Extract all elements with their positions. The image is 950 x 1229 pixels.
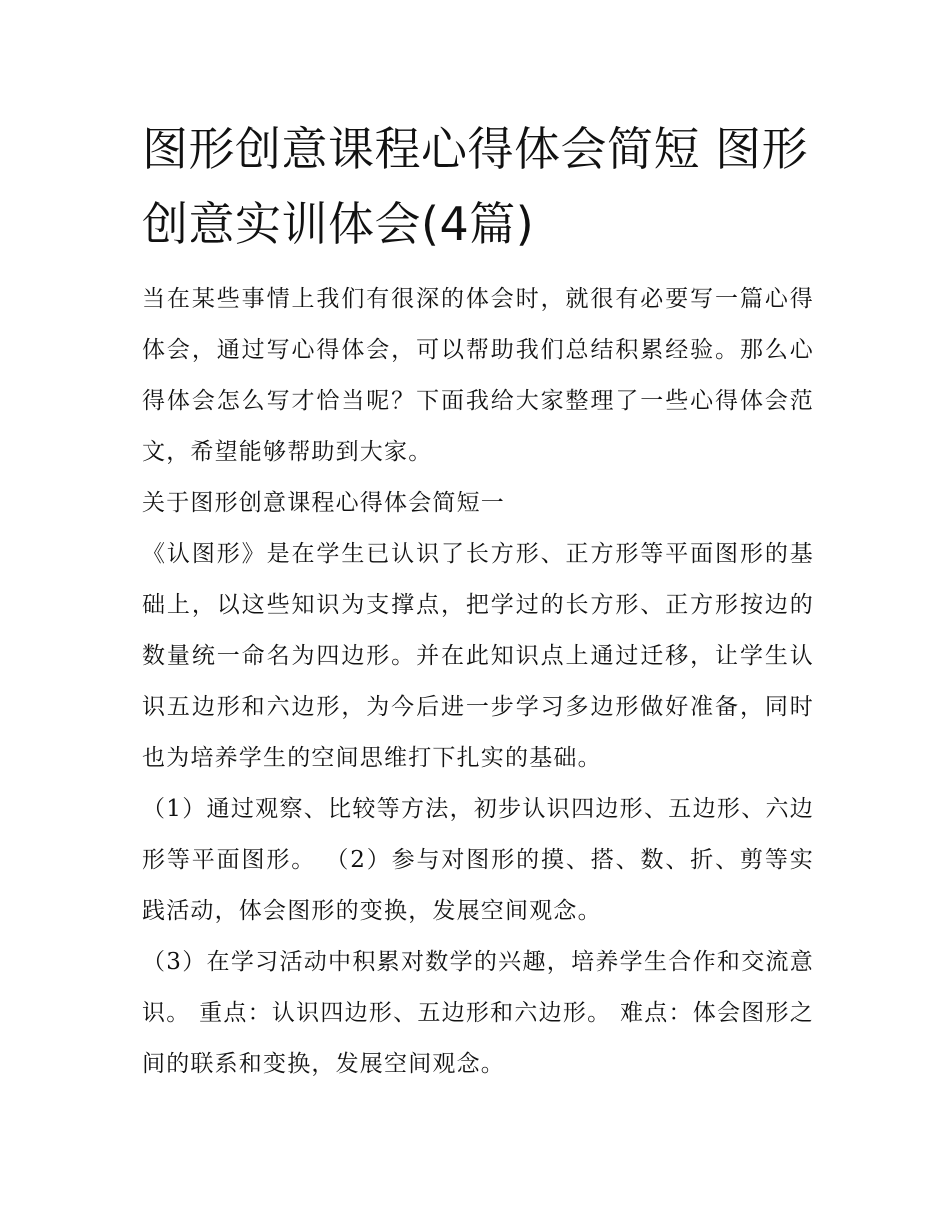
document-page <box>142 112 814 1090</box>
document-body <box>142 274 814 1090</box>
paragraph-key-points: （3）在学习活动中积累对数学的兴趣，培养学生合作和交流意识。 重点：认识四边形、五边形和六边形。 难点：体会图形之间的联系和变换，发展空间观念。 <box>142 949 814 1077</box>
paragraph-lesson-overview: 《认图形》是在学生已认识了长方形、正方形等平面图形的基础上，以这些知识为支撑点，把学过的长方形、正方形按边的数量统一命名为四边形。并在此知识点上通过迁移，让学生认识五边形和六边形，为今后进一步学习多边形做好准备，同时也为培养学生的空间思维打下扎实的基础。 <box>142 541 814 771</box>
section-heading: 关于图形创意课程心得体会简短一 <box>142 490 505 516</box>
paragraph-objectives: （1）通过观察、比较等方法，初步认识四边形、五边形、六边形等平面图形。 （2）参与对图形的摸、搭、数、折、剪等实践活动，体会图形的变换，发展空间观念。 <box>142 796 814 924</box>
document-title: 图形创意课程心得体会简短 图形创意实训体会(4篇) <box>142 122 809 251</box>
paragraph-intro: 当在某些事情上我们有很深的体会时，就很有必要写一篇心得体会，通过写心得体会，可以帮助我们总结积累经验。那么心得体会怎么写才恰当呢？下面我给大家整理了一些心得体会范文，希望能够帮助到大家。 <box>142 286 814 465</box>
